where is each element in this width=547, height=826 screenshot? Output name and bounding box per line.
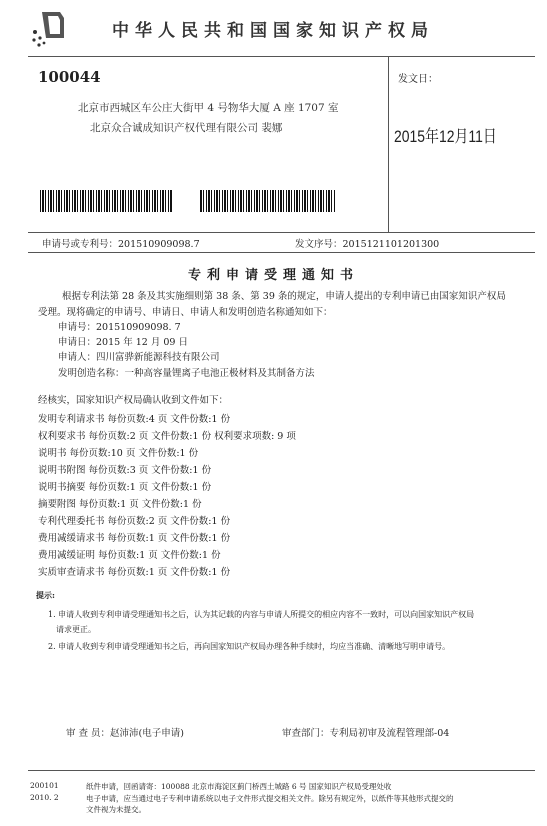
dispatch-date-label: 发文日： xyxy=(398,74,438,85)
footer-divider xyxy=(28,770,535,771)
dispatch-date: 2015年12月11日 xyxy=(394,127,497,146)
document-list-item: 权利要求书 每份页数:2 页 文件份数:1 份 权利要求项数: 9 项 xyxy=(38,431,296,442)
document-list-item: 发明专利请求书 每份页数:4 页 文件份数:1 份 xyxy=(38,414,231,425)
document-number: 2015121101201300 xyxy=(342,239,440,250)
examiner: 审 查 员：赵沛沛(电子申请) xyxy=(66,728,184,739)
footer-electronic-note-cont: 文件视为未提交。 xyxy=(86,805,146,814)
tip-item: 1. 申请人收到专利申请受理通知书之后，认为其记载的内容与申请人所提交的相应内容不一致时，可以向国家知识产权局 xyxy=(48,610,475,619)
tips-label: 提示: xyxy=(36,590,55,600)
document-list-item: 专利代理委托书 每份页数:2 页 文件份数:1 份 xyxy=(38,516,231,527)
document-list-item: 摘要附图 每份页数:1 页 文件份数:1 份 xyxy=(38,499,202,510)
tip-item: 2. 申请人收到专利申请受理通知书之后，再向国家知识产权局办理各种手续时，均应当准确、清晰地写明申请号。 xyxy=(48,642,451,651)
tip-item: 请求更正。 xyxy=(56,625,96,634)
document-list-item: 费用减缓证明 每份页数:1 页 文件份数:1 份 xyxy=(38,550,221,561)
received-intro: 经核实，国家知识产权局确认收到文件如下： xyxy=(38,395,229,406)
footer-electronic-note: 电子申请，应当通过电子专利申请系统以电子文件形式提交相关文件。除另有规定外，以纸件等其他形式提交的 xyxy=(86,794,454,803)
document-number-label: 发文序号： xyxy=(295,239,343,250)
footer-paper-note: 纸件申请，回函请寄：100088 北京市海淀区蓟门桥西土城路 6 号 国家知识产权局受理处收 xyxy=(86,782,392,791)
recipient-agency: 北京众合诚成知识产权代理有限公司 裴娜 xyxy=(90,122,283,134)
examining-department: 审查部门：专利局初审及流程管理部-04 xyxy=(282,728,450,739)
application-number-row xyxy=(42,236,200,250)
notice-paragraph-1: 根据专利法第 28 条及其实施细则第 38 条、第 39 条的规定，申请人提出的专利申请已由国家知识产权局 xyxy=(62,291,506,302)
field-applicant: 申请人：四川富骅新能源科技有限公司 xyxy=(58,352,220,363)
barcode-left xyxy=(40,190,172,212)
form-version: 2010. 2 xyxy=(30,793,59,802)
cnipa-logo xyxy=(30,8,70,48)
application-number: 201510909098.7 xyxy=(118,239,200,250)
date-column-divider xyxy=(388,56,389,232)
document-list-item: 实质审查请求书 每份页数:1 页 文件份数:1 份 xyxy=(38,567,231,578)
field-invention-title: 发明创造名称：一种高容量锂离子电池正极材料及其制备方法 xyxy=(58,368,315,379)
postcode: 100044 xyxy=(38,68,101,86)
org-title: 中华人民共和国国家知识产权局 xyxy=(112,21,434,41)
recipient-address: 北京市西城区车公庄大街甲 4 号物华大厦 A 座 1707 室 xyxy=(78,102,339,114)
barcode-right xyxy=(200,190,336,212)
field-filing-date: 申请日：2015 年 12 月 09 日 xyxy=(58,337,188,348)
refs-divider-top xyxy=(28,232,535,233)
header-divider xyxy=(28,56,535,57)
document-list-item: 费用减缓请求书 每份页数:1 页 文件份数:1 份 xyxy=(38,533,231,544)
notice-paragraph-2: 受理。现将确定的申请号、申请日、申请人和发明创造名称通知如下： xyxy=(38,307,333,318)
refs-divider-bottom xyxy=(28,252,535,253)
document-number-row xyxy=(295,236,439,250)
form-code: 200101 xyxy=(30,781,59,790)
document-list-item: 说明书 每份页数:10 页 文件份数:1 份 xyxy=(38,448,199,459)
document-list-item: 说明书附图 每份页数:3 页 文件份数:1 份 xyxy=(38,465,212,476)
field-application-number: 申请号：201510909098. 7 xyxy=(58,322,181,333)
notice-title: 专利申请受理通知书 xyxy=(187,268,359,283)
document-list-item: 说明书摘要 每份页数:1 页 文件份数:1 份 xyxy=(38,482,212,493)
application-number-label: 申请号或专利号： xyxy=(42,239,119,250)
